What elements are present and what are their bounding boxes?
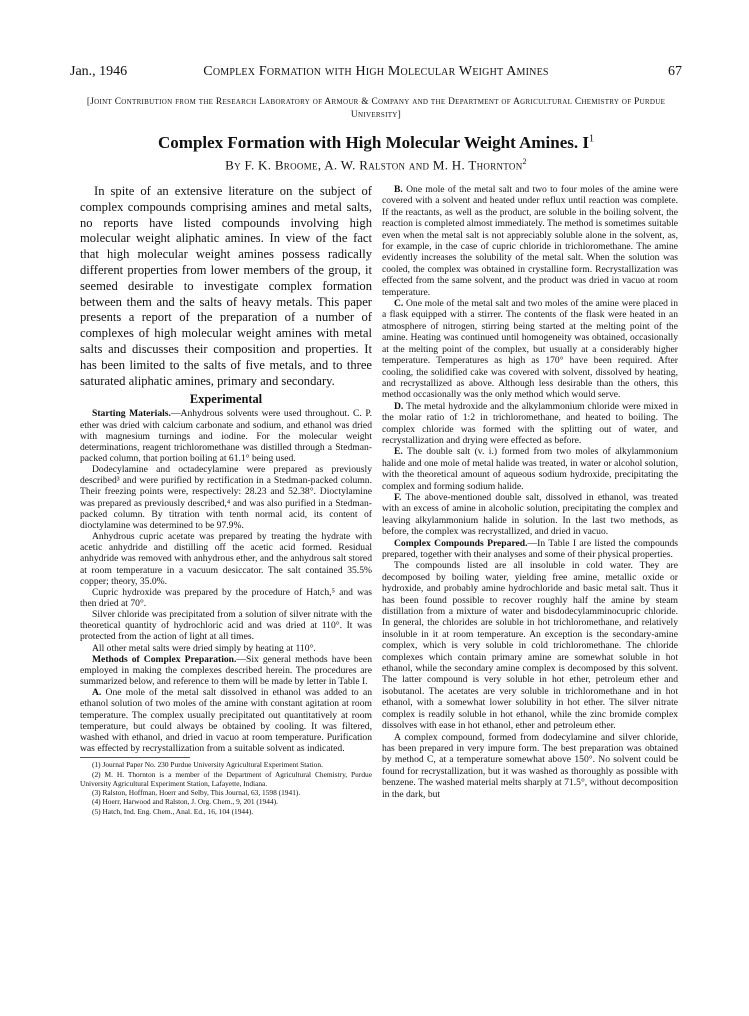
footnote-1: (1) Journal Paper No. 230 Purdue University Agricultural Experiment Station. [92, 760, 323, 770]
method-e-label: E. [394, 446, 403, 458]
author-1: F. K. Broome [244, 157, 318, 173]
title-text: Complex Formation with High Molecular Weight Amines. I [158, 133, 589, 152]
complex-compounds-text: —In Table I are listed the compounds prepared, together with their analyses and some of their physical properties. [382, 537, 678, 560]
author-byline [70, 157, 682, 173]
running-head [70, 64, 682, 82]
cupric-hydroxide-paragraph: Cupric hydroxide was prepared by the procedure of Hatch,⁵ and was then dried at 70°. [80, 586, 372, 610]
method-b-text: One mole of the metal salt and two to four moles of the amine were covered with a solvent and heated under reflux until reaction was complete. If the reactants, as well as the product, are soluble in the boiling solvent, the reaction is completed almost immediately. The method is sometimes suitable even when the metal salt is not appreciably soluble alone in the solvent, as, for example, in the case of cupric chloride in trichloromethane. The amine evidently increases the solubility of the metal salt. When the solution was cooled, the complex was obtained in crystalline form. Recrystallization was effected from the same solvent, and the product was dried in vacuo at room temperature. [382, 184, 678, 298]
method-b-paragraph [382, 184, 678, 298]
other-salts-paragraph: All other metal salts were dried simply by heating at 110°. [92, 642, 316, 654]
silver-complex-paragraph: A complex compound, formed from dodecylamine and silver chloride, has been prepared in very impure form. The best preparation was obtained by method C, at a temperature somewhat above 150°. No solvent could be found for recrystallization, but it was washed as thoroughly as possible with benzene. The washed material melts sharply at 71.5°, without decomposition in the dark, but [382, 731, 678, 800]
solubility-paragraph: The compounds listed are all insoluble in cold water. They are decomposed by boiling water, yielding free amine, metallic oxide or hydroxide, and probably amine hydrochloride and basic metal salt. Thus it has been found possible to recover roughly half the amine by steam distillation from a mixture of water and bisdodecylamminocupric chloride. In general, the chlorides are soluble in hot trichloromethane, and relatively insoluble in it at room temperature. An exception is the secondary-amine complex, which is very soluble in cold trichloromethane. The chloride complexes which contain primary amine are somewhat soluble in hot ethanol, while the secondary amine complex is decomposed by this solvent. The latter compound is very soluble in hot ether, petroleum ether and isobutanol. The acetates are very soluble in trichloromethane and in hot ethanol, with a somewhat lower solubility in hot ether. The silver nitrate complex is readily soluble in hot ethanol, while the zinc bromide complex dissolves with ease in hot ethanol, ether and petroleum ether. [382, 560, 678, 732]
contribution-note: [Joint Contribution from the Research Laboratory of Armour & Company and the Department of Agricultural Chemistry of Purdue University] [86, 97, 666, 120]
footnote-3: (3) Ralston, Hoffman, Hoerr and Selby, This Journal, 63, 1598 (1941). [92, 788, 301, 798]
method-d-text: The metal hydroxide and the alkylammonium chloride were mixed in the molar ratio of 1:2 in trichloromethane, and heated to boiling. The complex chloride was formed with the splitting out of water, and recrystallization and drying were effected as before. [382, 400, 678, 446]
amine-prep-paragraph: Dodecylamine and octadecylamine were prepared as previously described³ and were purified by rectification in a Stedman-packed column. Their freezing points were, respectively: 28.23 and 52.38°. Dioctylamine was prepared as previously described,⁴ and was also purified in a Stedman-packed column. By titration with tenth normal acid, its content of dioctylamine was determined to be 97.9%. [80, 464, 372, 531]
issue-date: Jan., 1946 [70, 64, 128, 79]
experimental-heading: Experimental [189, 392, 263, 407]
footnote-4: (4) Hoerr, Harwood and Ralston, J. Org. Chem., 9, 201 (1944). [92, 797, 278, 807]
complex-compounds-label: Complex Compounds Prepared. [394, 537, 528, 549]
intro-paragraph: In spite of an extensive literature on the subject of complex compounds comprising amines and metal salts, no reports have listed compounds involving high molecular weight aliphatic amines. In view of the fact that high molecular weight amines possess radically different properties from lower members of the group, it seemed desirable to investigate complex formation between them and the salts of heavy metals. This paper presents a report of the preparation of a number of complexes of high molecular weight amines with metal salts and discusses their composition and properties. It has been limited to the salts of five metals, and to three saturated aliphatic amines, primary and secondary. [80, 184, 372, 388]
complex-compounds-paragraph [382, 538, 678, 561]
method-b-label: B. [394, 184, 403, 195]
footnote-2: (2) M. H. Thornton is a member of the Department of Agricultural Chemistry, Purdue University Agricultural Experiment Station, Lafayette, Indiana. [80, 769, 372, 788]
page-number: 67 [668, 64, 682, 79]
method-f-text: The above-mentioned double salt, dissolved in ethanol, was treated with an excess of amine in alcoholic solution, precipitating the complex and leaving alkylammonium halide in solution. In the last two methods, as before, the complex was recrystallized, and dried in vacuo. [382, 491, 678, 538]
right-column [382, 184, 678, 800]
method-d-label: D. [394, 400, 404, 412]
running-title: Complex Formation with High Molecular Weight Amines [203, 64, 549, 79]
method-e-paragraph [382, 446, 678, 492]
title-footnote-marker: 1 [588, 133, 594, 145]
byline-prefix: By [225, 157, 245, 173]
author-3: M. H. Thornton [432, 157, 523, 173]
method-c-text: One mole of the metal salt and two moles of the amine were placed in a flask equipped with a stirrer. The contents of the flask were heated in an atmosphere of nitrogen, stirring being started at the melting point of the amine. Heating was continued until homogeneity was obtained, occasionally at the melting point of the complex, but usually at a considerably higher temperature. Temperatures as high as 170° have been required. After cooling, the solidified cake was covered with solvent, dissolved by heating, and recrystallized as above. Although less desirable than the others, this method occasionally was the only method which would serve. [382, 298, 678, 401]
method-e-text: The double salt (v. i.) formed from two moles of alkylammonium halide and one mole of metal halide was treated, in water or alcohol solution, with the theoretical amount of aqueous sodium hydroxide, precipitating the complex and forming sodium halide. [382, 446, 678, 492]
cupric-acetate-paragraph: Anhydrous cupric acetate was prepared by treating the hydrate with acetic anhydride and distilling off the acetic acid formed. Residual anhydride was removed with anhydrous ether, and the anhydrous salt stored at room temperature in a vacuum desiccator. The salt contained 35.5% copper; theory, 35.0%. [80, 531, 372, 587]
method-f-label: F. [394, 491, 402, 503]
method-a-text: One mole of the metal salt dissolved in ethanol was added to an ethanol solution of two moles of the amine with constant agitation at room temperature. The complex usually precipitated out quantitatively at room temperature, but could always be obtained by cooling. It was filtered, washed with ethanol, and dried in vacuo at room temperature. Purification was effected by recrystallization from a suitable solvent as indicated. [80, 687, 372, 755]
left-column [80, 184, 372, 816]
article-title [70, 133, 682, 153]
footnote-rule [80, 757, 190, 758]
methods-label: Methods of Complex Preparation. [92, 653, 237, 665]
methods-text: —Six general methods have been employed in making the complexes described herein. The procedures are summarized below, and reference to them will be made by letter in Table I. [80, 653, 372, 688]
starting-materials-label: Starting Materials. [92, 408, 171, 420]
method-c-paragraph [382, 298, 678, 401]
starting-materials-text: —Anhydrous solvents were used throughout. C. P. ether was dried with calcium carbonate and sodium, and ethanol was dried with magnesium turnings and iodine. For the molecular weight determinations, reagent trichloromethane was distilled through a Stedman-packed column, that portion boiling at 61.1° being used. [80, 408, 372, 464]
author-conjunction: and [405, 157, 433, 173]
method-a-paragraph [80, 687, 372, 754]
methods-paragraph [80, 654, 372, 687]
author-3-footnote-marker: 2 [522, 157, 527, 166]
silver-chloride-paragraph: Silver chloride was precipitated from a solution of silver nitrate with the theoretical quantity of hydrochloric acid and was dried at 110°. It was protected from the action of light at all times. [80, 609, 372, 643]
author-2: A. W. Ralston [324, 157, 406, 173]
method-a-label: A. [92, 687, 102, 699]
footnote-5: (5) Hatch, Ind. Eng. Chem., Anal. Ed., 16, 104 (1944). [92, 806, 254, 816]
starting-materials-paragraph [80, 408, 372, 464]
method-f-paragraph [382, 492, 678, 538]
method-d-paragraph [382, 401, 678, 447]
method-c-label: C. [394, 298, 404, 310]
author-separator: , [317, 157, 325, 173]
